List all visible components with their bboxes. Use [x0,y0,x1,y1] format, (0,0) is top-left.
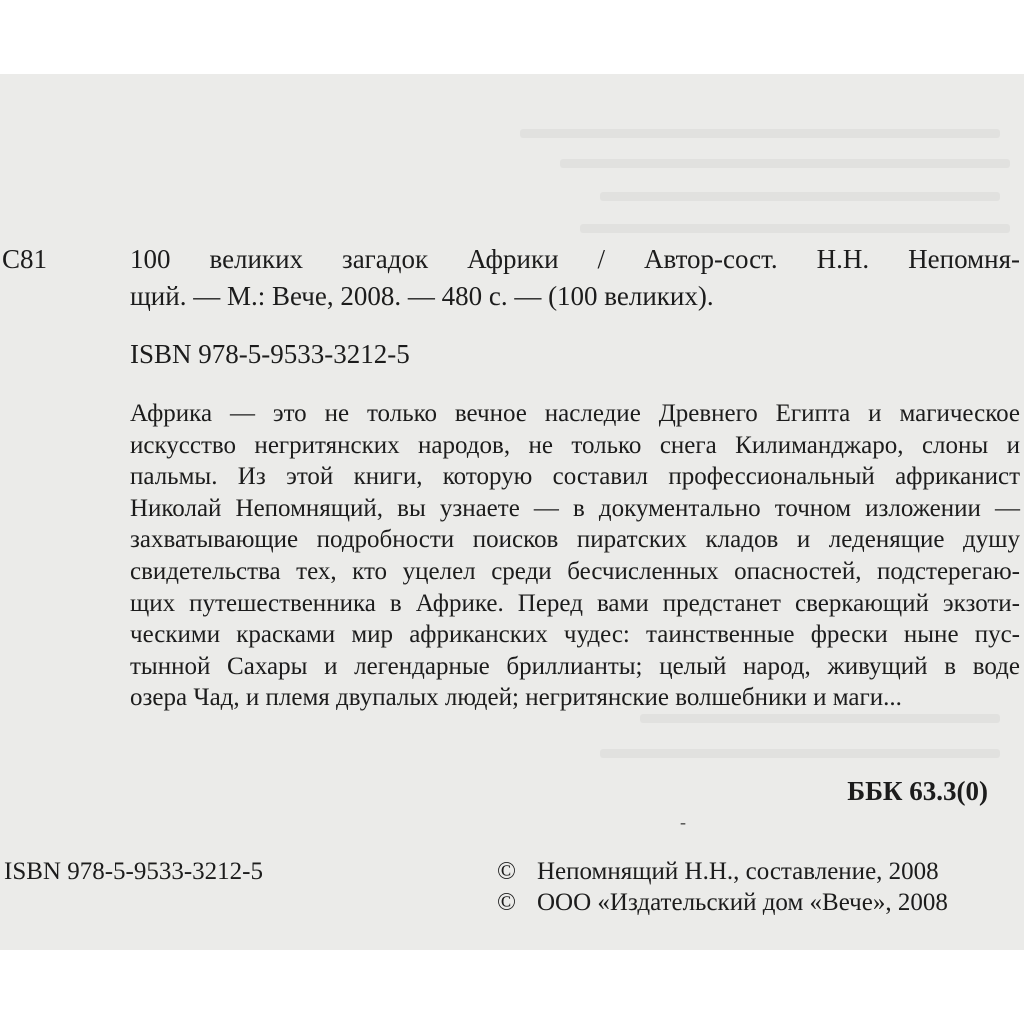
printer-mark: - [680,812,686,832]
abstract-line: озера Чад, и племя двупалых людей; негритянские волшебники и маги... [130,684,902,712]
isbn-number: ISBN 978-5-9533-3212-5 [130,339,410,369]
abstract-line: искусство негритянских народов, не только снега Килиманджаро, слоны и [130,431,1020,459]
show-through-line [520,129,1000,138]
show-through-line [640,714,1000,723]
book-abstract [130,398,1020,714]
show-through-line [560,159,1010,168]
catalog-entry-line-1: 100 великих загадок Африки / Автор-сост. Н.Н. Непомня- [130,244,1020,274]
abstract-line: пальмы. Из этой книги, которую составил профессиональный африканист [130,463,1020,491]
copyright-icon: © [497,889,516,916]
show-through-line [580,224,1010,233]
abstract-line: Африка — это не только вечное наследие Древнего Египта и магическое [130,400,1020,427]
copyright-line [497,888,948,918]
abstract-line: захватывающие подробности поисков пиратских кладов и леденящие душу [130,526,1020,554]
catalog-entry-line-2: щий. — М.: Вече, 2008. — 480 с. — (100 великих). [130,281,714,311]
abstract-line: ческими красками мир африканских чудес: таинственные фрески ныне пус- [130,621,1020,649]
abstract-line: свидетельства тех, кто уцелел среди бесчисленных опасностей, подстерегаю- [130,557,1020,585]
abstract-line: щих путешественника в Африке. Перед вами предстанет сверкающий экзоти- [130,589,1020,617]
copyright-text: Непомнящий Н.Н., составление, 2008 [537,858,939,885]
udk-code: С81 [2,244,48,274]
copyright-text: ООО «Издательский дом «Вече», 2008 [537,889,948,916]
abstract-line: Николай Непомнящий, вы узнаете — в документально точном изложении — [130,494,1020,522]
bbk-code: ББК 63.3(0) [847,776,988,806]
copyright-line [497,857,939,887]
abstract-line: тынной Сахары и легендарные бриллианты; целый народ, живущий в воде [130,652,1020,680]
copyright-icon: © [497,858,516,885]
show-through-line [600,749,1000,758]
show-through-line [600,192,1000,201]
isbn-footer: ISBN 978-5-9533-3212-5 [4,858,264,885]
